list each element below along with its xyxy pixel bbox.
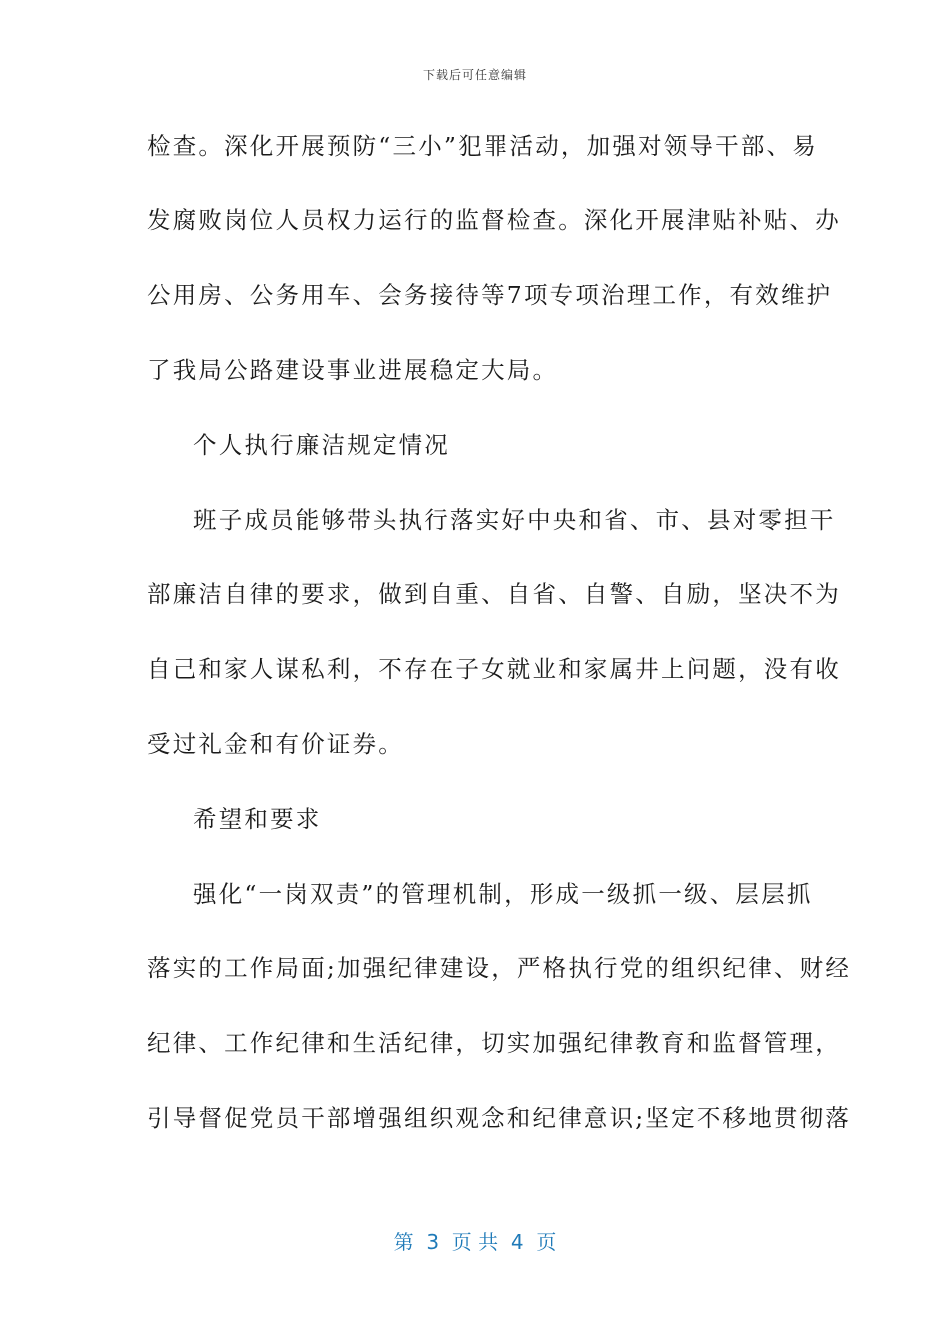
- section-heading-personal-integrity: 个人执行廉洁规定情况: [193, 431, 450, 459]
- body-line-14: 引导督促党员干部增强组织观念和纪律意识;坚定不移地贯彻落: [147, 1104, 852, 1132]
- body-line-3: 公用房、公务用车、会务接待等7项专项治理工作，有效维护: [147, 281, 833, 309]
- page-header-note: 下载后可任意编辑: [422, 68, 527, 82]
- page-number-footer: 第 3 页 共 4 页: [393, 1230, 557, 1254]
- body-line-2: 发腐败岗位人员权力运行的监督检查。深化开展津贴补贴、办: [147, 206, 841, 234]
- section-heading-hopes-requirements: 希望和要求: [193, 805, 322, 833]
- body-line-9: 受过礼金和有价证券。: [147, 730, 404, 758]
- body-line-13: 纪律、工作纪律和生活纪律，切实加强纪律教育和监督管理，: [147, 1029, 841, 1057]
- body-line-6: 班子成员能够带头执行落实好中央和省、市、县对零担干: [193, 506, 836, 534]
- body-line-11: 强化“一岗双责”的管理机制，形成一级抓一级、层层抓: [193, 880, 813, 908]
- body-line-8: 自己和家人谋私利，不存在子女就业和家属井上问题，没有收: [147, 655, 841, 683]
- body-line-7: 部廉洁自律的要求，做到自重、自省、自警、自励，坚决不为: [147, 580, 841, 608]
- body-line-1: 检查。深化开展预防“三小”犯罪活动，加强对领导干部、易: [147, 132, 818, 160]
- body-line-12: 落实的工作局面;加强纪律建设，严格执行党的组织纪律、财经: [147, 954, 852, 982]
- body-line-4: 了我局公路建设事业进展稳定大局。: [147, 356, 559, 384]
